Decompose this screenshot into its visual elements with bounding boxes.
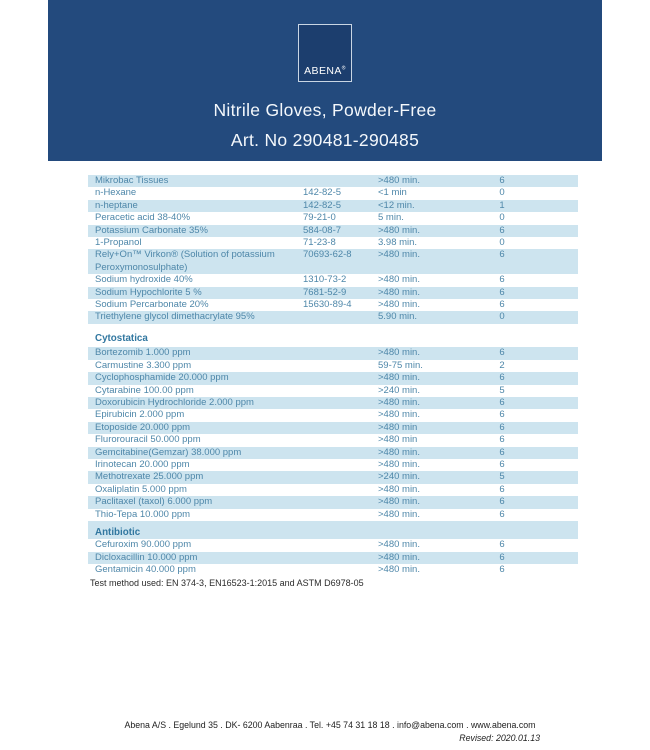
section-header: Cytostatica [88, 333, 578, 345]
protection-level-cell: 6 [499, 299, 505, 311]
breakthrough-time-cell: >480 min. [378, 274, 420, 286]
table-row [88, 225, 578, 237]
chemical-resistance-table [88, 175, 578, 577]
table-row [88, 237, 578, 249]
cas-number-cell: 142-82-5 [303, 199, 342, 211]
cas-number-cell: 15630-89-4 [303, 299, 352, 311]
cas-number-cell [303, 539, 378, 551]
chemical-cell: Gentamicin 40.000 ppm [95, 564, 196, 576]
protection-level-cell: 6 [499, 446, 505, 458]
breakthrough-time-cell: 59-75 min. [378, 359, 423, 371]
protection-level-cell: 0 [499, 237, 505, 249]
table-row [88, 347, 578, 359]
chemical-cell: Rely+On™ Virkon® (Solution of potassium Peroxymonosulphate) [95, 249, 275, 273]
cas-number-cell [303, 447, 378, 459]
breakthrough-time-cell: >480 min. [378, 286, 420, 298]
chemical-cell: Mikrobac Tissues [95, 175, 169, 186]
chemical-cell: Sodium Percarbonate 20% [95, 299, 209, 311]
cas-number-cell [303, 385, 378, 397]
protection-level-cell: 6 [499, 421, 505, 433]
table-row [88, 434, 578, 446]
protection-level-cell: 6 [499, 409, 505, 421]
cas-number-cell: 142-82-5 [303, 187, 342, 199]
protection-level-cell: 6 [499, 347, 505, 359]
chemical-cell: 1-Propanol [95, 237, 142, 249]
table-row [88, 385, 578, 397]
breakthrough-time-cell: >240 min. [378, 384, 420, 396]
table-row [88, 509, 578, 521]
chemical-cell: Etoposide 20.000 ppm [95, 421, 191, 433]
chemical-cell: Epirubicin 2.000 ppm [95, 409, 185, 421]
protection-level-cell: 6 [499, 496, 505, 508]
protection-level-cell: 6 [499, 551, 505, 563]
breakthrough-time-cell: >480 min. [378, 508, 420, 520]
cas-number-cell [303, 459, 378, 471]
chemical-cell: Flurorouracil 50.000 ppm [95, 434, 201, 446]
chemical-cell: Sodium Hypochlorite 5 % [95, 286, 202, 298]
protection-level-cell: 2 [499, 359, 505, 371]
protection-level-cell: 6 [499, 434, 505, 446]
cas-number-cell [303, 496, 378, 508]
breakthrough-time-cell: >480 min. [378, 224, 420, 236]
protection-level-cell: 0 [499, 212, 505, 224]
table-row [88, 299, 578, 311]
table-row [88, 249, 578, 274]
protection-level-cell: 6 [499, 458, 505, 470]
table-row [88, 422, 578, 434]
protection-level-cell: 6 [499, 508, 505, 520]
cas-number-cell [303, 372, 378, 384]
protection-level-cell: 6 [499, 274, 505, 286]
breakthrough-time-cell: <12 min. [378, 199, 415, 211]
breakthrough-time-cell: 5 min. [378, 212, 404, 224]
breakthrough-time-cell: >480 min. [378, 458, 420, 470]
table-row [88, 484, 578, 496]
protection-level-cell: 0 [499, 311, 505, 323]
table-row [88, 552, 578, 564]
protection-level-cell: 6 [499, 175, 505, 186]
breakthrough-time-cell: >480 min. [378, 249, 420, 261]
table-row [88, 409, 578, 421]
chemical-cell: Oxaliplatin 5.000 ppm [95, 483, 187, 495]
brand-name: ABENA [304, 65, 342, 77]
chemical-cell: Doxorubicin Hydrochloride 2.000 ppm [95, 396, 254, 408]
cas-number-cell [303, 311, 378, 323]
breakthrough-time-cell: >480 min. [378, 175, 420, 186]
breakthrough-time-cell: 3.98 min. [378, 237, 418, 249]
article-number: Art. No 290481-290485 [230, 130, 420, 150]
cas-number-cell [303, 552, 378, 564]
breakthrough-time-cell: >480 min. [378, 396, 420, 408]
chemical-cell: n-Hexane [95, 187, 137, 199]
cas-number-cell: 70693-62-8 [303, 249, 352, 261]
chemical-cell: Thio-Tepa 10.000 ppm [95, 508, 191, 520]
table-row [88, 564, 578, 576]
breakthrough-time-cell: >480 min. [378, 483, 420, 495]
breakthrough-time-cell: >480 min [378, 421, 418, 433]
abena-logo [298, 24, 352, 82]
cas-number-cell: 584-08-7 [303, 224, 342, 236]
table-row [88, 471, 578, 483]
cas-number-cell [303, 347, 378, 359]
table-row [88, 311, 578, 323]
protection-level-cell: 5 [499, 384, 505, 396]
breakthrough-time-cell: >480 min. [378, 446, 420, 458]
cas-number-cell: 7681-52-9 [303, 286, 347, 298]
abena-logo-text [299, 65, 351, 77]
breakthrough-time-cell: 5.90 min. [378, 311, 418, 323]
protection-level-cell: 6 [499, 483, 505, 495]
registered-mark: ® [341, 65, 346, 72]
product-title: Nitrile Gloves, Powder-Free [213, 100, 437, 120]
cas-number-cell: 79-21-0 [303, 212, 336, 224]
chemical-cell: Cyclophosphamide 20.000 ppm [95, 372, 229, 384]
company-address: Abena A/S . Egelund 35 . DK- 6200 Aabenraa . Tel. +45 74 31 18 18 . info@abena.com . www.abena.com [124, 720, 536, 730]
breakthrough-time-cell: >480 min. [378, 539, 420, 551]
protection-level-cell: 6 [499, 286, 505, 298]
chemical-cell: Triethylene glycol dimethacrylate 95% [95, 311, 255, 323]
breakthrough-time-cell: >480 min. [378, 409, 420, 421]
chemical-cell: Gemcitabine(Gemzar) 38.000 ppm [95, 446, 242, 458]
section-header: Antibiotic [88, 521, 578, 539]
table-row [88, 287, 578, 299]
chemical-cell: Bortezomib 1.000 ppm [95, 347, 191, 359]
protection-level-cell: 0 [499, 187, 505, 199]
table-row [88, 212, 578, 224]
chemical-cell: Paclitaxel (taxol) 6.000 ppm [95, 496, 213, 508]
chemical-cell: Methotrexate 25.000 ppm [95, 471, 204, 483]
chemical-cell: Peracetic acid 38-40% [95, 212, 191, 224]
cas-number-cell [303, 471, 378, 483]
cas-number-cell: 1310-73-2 [303, 274, 347, 286]
table-row [88, 372, 578, 384]
chemical-cell: n-heptane [95, 199, 138, 211]
breakthrough-time-cell: >480 min. [378, 564, 420, 576]
table-row [88, 447, 578, 459]
breakthrough-time-cell: >480 min. [378, 347, 420, 359]
protection-level-cell: 5 [499, 471, 505, 483]
table-row [88, 274, 578, 286]
table-row [88, 360, 578, 372]
breakthrough-time-cell: >480 min. [378, 551, 420, 563]
breakthrough-time-cell: >240 min. [378, 471, 420, 483]
breakthrough-time-cell: >480 min [378, 434, 418, 446]
protection-level-cell: 6 [499, 249, 505, 261]
revision-date: Revised: 2020.01.13 [459, 733, 540, 743]
test-method-note: Test method used: EN 374-3, EN16523-1:2015 and ASTM D6978-05 [90, 578, 364, 588]
table-row [88, 200, 578, 212]
table-row [88, 496, 578, 508]
breakthrough-time-cell: >480 min. [378, 496, 420, 508]
chemical-cell: Carmustine 3.300 ppm [95, 359, 192, 371]
protection-level-cell: 6 [499, 372, 505, 384]
table-row [88, 175, 578, 187]
table-row [88, 187, 578, 199]
cas-number-cell [303, 422, 378, 434]
protection-level-cell: 6 [499, 224, 505, 236]
cas-number-cell: 71-23-8 [303, 237, 336, 249]
protection-level-cell: 6 [499, 396, 505, 408]
protection-level-cell: 6 [499, 564, 505, 576]
header-band [48, 0, 602, 161]
cas-number-cell [303, 175, 378, 187]
breakthrough-time-cell: >480 min. [378, 372, 420, 384]
table-row [88, 397, 578, 409]
chemical-cell: Potassium Carbonate 35% [95, 224, 209, 236]
chemical-cell: Sodium hydroxide 40% [95, 274, 193, 286]
chemical-cell: Cytarabine 100.00 ppm [95, 384, 194, 396]
cas-number-cell [303, 409, 378, 421]
protection-level-cell: 6 [499, 539, 505, 551]
chemical-cell: Dicloxacillin 10.000 ppm [95, 551, 198, 563]
table-row [88, 459, 578, 471]
chemical-cell: Cefuroxim 90.000 ppm [95, 539, 192, 551]
breakthrough-time-cell: >480 min. [378, 299, 420, 311]
cas-number-cell [303, 484, 378, 496]
cas-number-cell [303, 564, 378, 576]
cas-number-cell [303, 360, 378, 372]
table-row [88, 539, 578, 551]
chemical-cell: Irinotecan 20.000 ppm [95, 458, 190, 470]
cas-number-cell [303, 509, 378, 521]
protection-level-cell: 1 [499, 199, 505, 211]
breakthrough-time-cell: <1 min [378, 187, 407, 199]
cas-number-cell [303, 397, 378, 409]
cas-number-cell [303, 434, 378, 446]
